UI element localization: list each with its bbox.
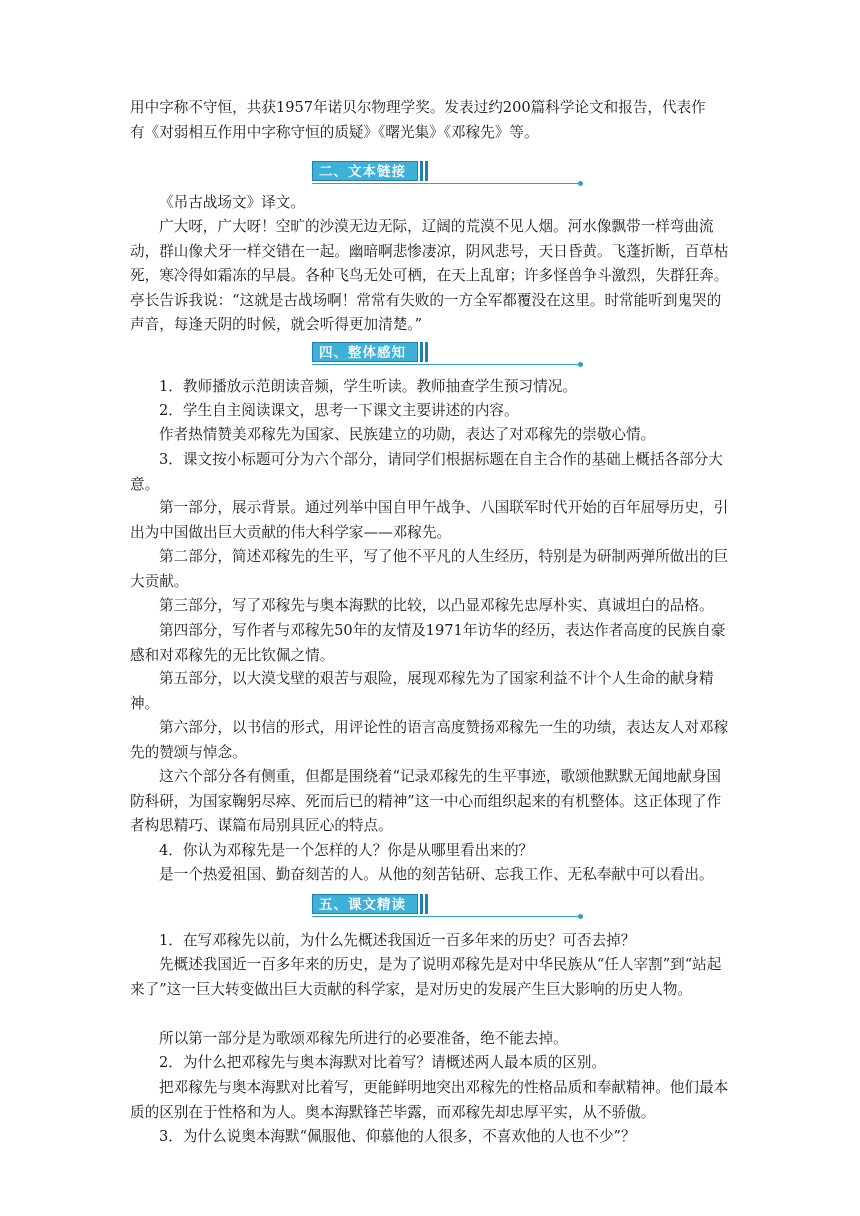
heading-bar <box>425 342 428 362</box>
part-3: 第三部分，写了邓稼先与奥本海默的比较，以凸显邓稼先忠厚朴实、真诚坦白的品格。 <box>159 597 714 614</box>
heading-badge <box>312 161 418 181</box>
text-link-paragraph: 广大呀，广大呀！空旷的沙漠无边无际，辽阔的荒漠不见人烟。河水像飘带一样弯曲流动，群山像犬牙一样交错在一起。幽暗啊悲惨凄凉，阴风悲号，天日昏黄。飞蓬折断，百草枯死，寒冷得如霜冻的早晨。各种飞鸟无处可栖，在天上乱窜；许多怪兽争斗激烈，失群狂奔。亭长告诉我说：“这就是古战场啊！常常有失败的一方全军都覆没在这里。时常能听到鬼哭的声音，每逢天阴的时候，就会听得更加清楚。” <box>130 218 729 334</box>
heading-bar <box>420 894 423 914</box>
text-link-title: 《吊古战场文》译文。 <box>159 194 305 211</box>
intro-line-1: 用中字称不守恒，共获1957年诺贝尔物理学奖。发表过约200篇科学论文和报告，代表作 <box>130 99 706 116</box>
part-6: 第六部分，以书信的形式，用评论性的语言高度赞扬邓稼先一生的功绩，表达友人对邓稼先的赞颂与悼念。 <box>130 719 729 761</box>
part-5: 第五部分，以大漠戈壁的艰苦与艰险，展现邓稼先为了国家利益不计个人生命的献身精神。 <box>130 670 714 712</box>
reading-question-1: 1．在写邓稼先以前，为什么先概述我国近一百多年来的历史？可否去掉？ <box>159 932 636 949</box>
heading-underline <box>312 183 580 184</box>
reading-answer-1: 先概述我国近一百多年来的历史，是为了说明邓稼先是对中华民族从“任人宰割”到“站起来了”这一巨大转变做出巨大贡献的科学家，是对历史的发展产生巨大影响的历史人物。 <box>130 956 722 998</box>
heading-badge <box>312 894 418 914</box>
reading-answer-2: 把邓稼先与奥本海默对比着写，更能鲜明地突出邓稼先的性格品质和奉献精神。他们最本质的区别在于性格和为人。奥本海默锋芒毕露，而邓稼先却忠厚平实，从不骄傲。 <box>130 1079 729 1121</box>
part-4: 第四部分，写作者与邓稼先50年的友情及1971年访华的经历，表达作者高度的民族自豪感和对邓稼先的无比钦佩之情。 <box>130 622 726 664</box>
heading-underline <box>312 364 580 365</box>
answer-4: 是一个热爱祖国、勤奋刻苦的人。从他的刻苦钻研、忘我工作、无私奉献中可以看出。 <box>159 866 714 883</box>
question-2: 2．学生自主阅读课文，思考一下课文主要讲述的内容。 <box>159 402 519 419</box>
reading-question-3: 3．为什么说奥本海默“佩服他、仰慕他的人很多，不喜欢他的人也不少”？ <box>159 1128 636 1145</box>
heading-badge <box>312 342 418 362</box>
heading-label: 五、课文精读 <box>319 897 406 913</box>
heading-label: 二、文本链接 <box>319 164 406 180</box>
part-1: 第一部分，展示背景。通过列举中国自甲午战争、八国联军时代开始的百年屈辱历史，引出为中国做出巨大贡献的伟大科学家——邓稼先。 <box>130 499 729 541</box>
part-2: 第二部分，简述邓稼先的生平，写了他不平凡的人生经历，特别是为研制两弹所做出的巨大贡献。 <box>130 548 729 590</box>
question-3: 3．课文按小标题可分为六个部分，请同学们根据标题在自主合作的基础上概括各部分大意。 <box>130 451 723 493</box>
section-heading-text-link <box>312 161 580 189</box>
parts-summary: 这六个部分各有侧重，但都是围绕着“记录邓稼先的生平事迹，歌颂他默默无闻地献身国防科研，为国家鞠躬尽瘁、死而后已的精神”这一中心而组织起来的有机整体。这正体现了作者构思精巧、谋篇布局别具匠心的特点。 <box>130 768 722 835</box>
heading-dot <box>578 362 583 367</box>
heading-underline <box>312 916 580 917</box>
question-4: 4．你认为邓稼先是一个怎样的人？你是从哪里看出来的？ <box>159 842 534 859</box>
heading-bar <box>420 342 423 362</box>
heading-bar <box>420 161 423 181</box>
question-1: 1．教师播放示范朗读音频，学生听读。教师抽查学生预习情况。 <box>159 378 577 395</box>
heading-label: 四、整体感知 <box>319 345 406 361</box>
answer-2: 作者热情赞美邓稼先为国家、民族建立的功勋，表达了对邓稼先的崇敬心情。 <box>159 426 656 443</box>
heading-dot <box>578 181 583 186</box>
heading-bar <box>425 894 428 914</box>
heading-bar <box>425 161 428 181</box>
heading-dot <box>578 914 583 919</box>
intro-line-2: 有《对弱相互作用中字称守恒的质疑》《曙光集》《邓稼先》等。 <box>130 124 539 141</box>
section-heading-close-reading <box>312 894 580 922</box>
reading-question-2: 2．为什么把邓稼先与奥本海默对比着写？请概述两人最本质的区别。 <box>159 1054 607 1071</box>
section-heading-overall <box>312 342 580 370</box>
reading-answer-1-conclusion: 所以第一部分是为歌颂邓稼先所进行的必要准备，绝不能去掉。 <box>159 1030 568 1047</box>
